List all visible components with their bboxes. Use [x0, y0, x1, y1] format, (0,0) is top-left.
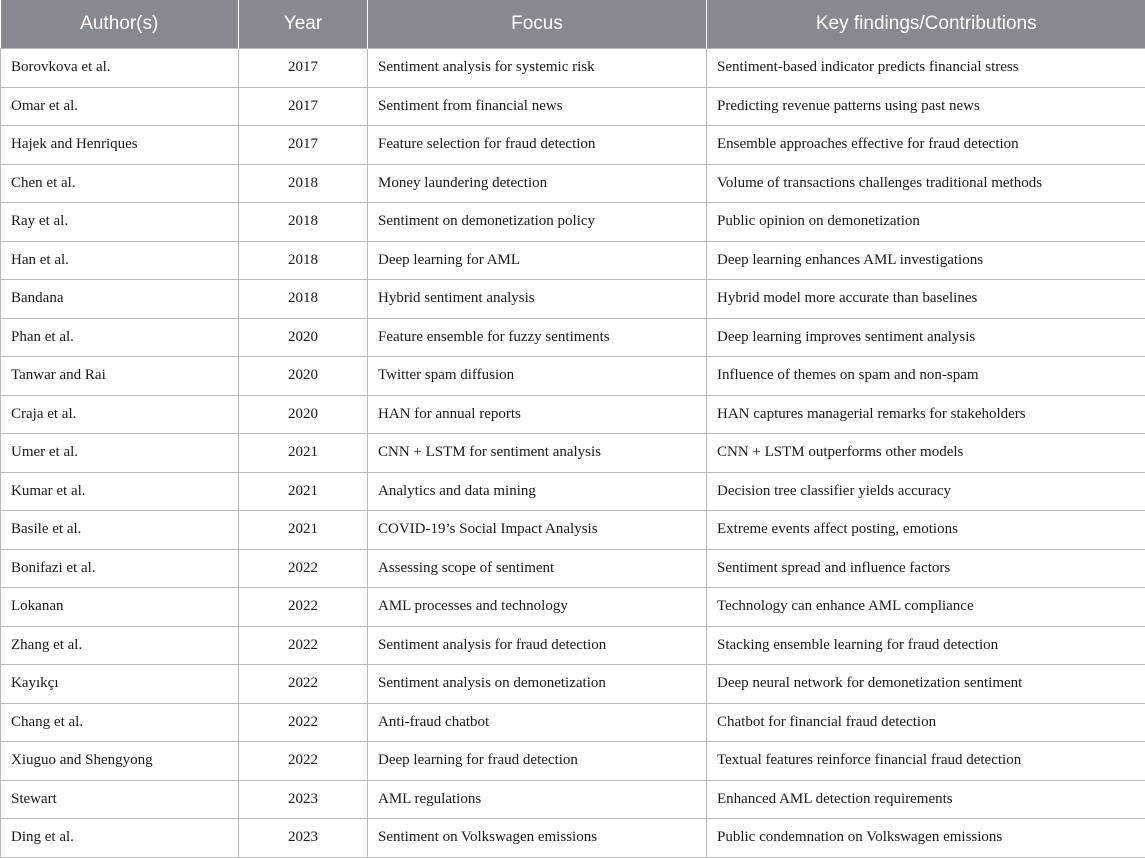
finding-cell: Predicting revenue patterns using past news — [707, 87, 1145, 126]
focus-cell: Deep learning for AML — [368, 241, 707, 280]
year-cell: 2018 — [239, 280, 368, 319]
author-cell: Omar et al. — [1, 87, 239, 126]
table-row — [1, 203, 1145, 242]
year-cell: 2017 — [239, 126, 368, 165]
author-cell: Han et al. — [1, 241, 239, 280]
table-row — [1, 357, 1145, 396]
table-row — [1, 780, 1145, 819]
year-cell: 2017 — [239, 87, 368, 126]
year-cell: 2020 — [239, 318, 368, 357]
author-cell: Borovkova et al. — [1, 49, 239, 88]
finding-cell: Sentiment spread and influence factors — [707, 549, 1145, 588]
finding-cell: Chatbot for financial fraud detection — [707, 703, 1145, 742]
table-row — [1, 511, 1145, 550]
author-cell: Lokanan — [1, 588, 239, 627]
table-row — [1, 742, 1145, 781]
focus-cell: Hybrid sentiment analysis — [368, 280, 707, 319]
year-cell: 2022 — [239, 549, 368, 588]
table-row — [1, 318, 1145, 357]
focus-cell: CNN + LSTM for sentiment analysis — [368, 434, 707, 473]
author-cell: Phan et al. — [1, 318, 239, 357]
finding-cell: Extreme events affect posting, emotions — [707, 511, 1145, 550]
author-cell: Zhang et al. — [1, 626, 239, 665]
table-row — [1, 819, 1145, 858]
focus-cell: Sentiment analysis for systemic risk — [368, 49, 707, 88]
year-cell: 2022 — [239, 703, 368, 742]
table-row — [1, 395, 1145, 434]
author-cell: Ding et al. — [1, 819, 239, 858]
table-header — [1, 0, 1145, 49]
finding-cell: Deep learning enhances AML investigations — [707, 241, 1145, 280]
focus-cell: Feature selection for fraud detection — [368, 126, 707, 165]
focus-cell: Twitter spam diffusion — [368, 357, 707, 396]
author-cell: Bonifazi et al. — [1, 549, 239, 588]
finding-cell: Enhanced AML detection requirements — [707, 780, 1145, 819]
year-cell: 2018 — [239, 241, 368, 280]
finding-cell: HAN captures managerial remarks for stakeholders — [707, 395, 1145, 434]
header-key-findings: Key findings/Contributions — [707, 0, 1145, 49]
author-cell: Chang et al. — [1, 703, 239, 742]
focus-cell: Sentiment analysis on demonetization — [368, 665, 707, 704]
year-cell: 2017 — [239, 49, 368, 88]
author-cell: Tanwar and Rai — [1, 357, 239, 396]
year-cell: 2022 — [239, 588, 368, 627]
table-row — [1, 280, 1145, 319]
year-cell: 2022 — [239, 626, 368, 665]
table-row — [1, 434, 1145, 473]
table-row — [1, 87, 1145, 126]
finding-cell: Deep learning improves sentiment analysis — [707, 318, 1145, 357]
focus-cell: Analytics and data mining — [368, 472, 707, 511]
header-focus: Focus — [368, 0, 707, 49]
focus-cell: Assessing scope of sentiment — [368, 549, 707, 588]
focus-cell: Feature ensemble for fuzzy sentiments — [368, 318, 707, 357]
year-cell: 2022 — [239, 742, 368, 781]
finding-cell: Volume of transactions challenges traditional methods — [707, 164, 1145, 203]
finding-cell: Stacking ensemble learning for fraud detection — [707, 626, 1145, 665]
finding-cell: Public condemnation on Volkswagen emissions — [707, 819, 1145, 858]
year-cell: 2022 — [239, 665, 368, 704]
year-cell: 2018 — [239, 164, 368, 203]
author-cell: Ray et al. — [1, 203, 239, 242]
table-row — [1, 626, 1145, 665]
focus-cell: Sentiment from financial news — [368, 87, 707, 126]
author-cell: Hajek and Henriques — [1, 126, 239, 165]
author-cell: Kayıkçı — [1, 665, 239, 704]
focus-cell: AML regulations — [368, 780, 707, 819]
author-cell: Stewart — [1, 780, 239, 819]
focus-cell: Deep learning for fraud detection — [368, 742, 707, 781]
finding-cell: Public opinion on demonetization — [707, 203, 1145, 242]
focus-cell: Sentiment on demonetization policy — [368, 203, 707, 242]
author-cell: Craja et al. — [1, 395, 239, 434]
finding-cell: Sentiment-based indicator predicts financial stress — [707, 49, 1145, 88]
table-row — [1, 241, 1145, 280]
year-cell: 2021 — [239, 472, 368, 511]
author-cell: Basile et al. — [1, 511, 239, 550]
year-cell: 2021 — [239, 511, 368, 550]
table-row — [1, 472, 1145, 511]
table-row — [1, 665, 1145, 704]
year-cell: 2020 — [239, 395, 368, 434]
focus-cell: AML processes and technology — [368, 588, 707, 627]
finding-cell: CNN + LSTM outperforms other models — [707, 434, 1145, 473]
year-cell: 2018 — [239, 203, 368, 242]
header-year: Year — [239, 0, 368, 49]
finding-cell: Hybrid model more accurate than baselines — [707, 280, 1145, 319]
focus-cell: Anti-fraud chatbot — [368, 703, 707, 742]
author-cell: Xiuguo and Shengyong — [1, 742, 239, 781]
focus-cell: HAN for annual reports — [368, 395, 707, 434]
finding-cell: Technology can enhance AML compliance — [707, 588, 1145, 627]
author-cell: Kumar et al. — [1, 472, 239, 511]
year-cell: 2021 — [239, 434, 368, 473]
header-row — [1, 0, 1145, 49]
table-row — [1, 164, 1145, 203]
finding-cell: Textual features reinforce financial fraud detection — [707, 742, 1145, 781]
table-row — [1, 549, 1145, 588]
focus-cell: COVID-19’s Social Impact Analysis — [368, 511, 707, 550]
finding-cell: Deep neural network for demonetization sentiment — [707, 665, 1145, 704]
year-cell: 2023 — [239, 780, 368, 819]
finding-cell: Ensemble approaches effective for fraud detection — [707, 126, 1145, 165]
focus-cell: Sentiment on Volkswagen emissions — [368, 819, 707, 858]
year-cell: 2023 — [239, 819, 368, 858]
author-cell: Bandana — [1, 280, 239, 319]
table-row — [1, 588, 1145, 627]
year-cell: 2020 — [239, 357, 368, 396]
focus-cell: Sentiment analysis for fraud detection — [368, 626, 707, 665]
header-author: Author(s) — [1, 0, 239, 49]
table-row — [1, 703, 1145, 742]
author-cell: Umer et al. — [1, 434, 239, 473]
table-body — [1, 49, 1145, 858]
focus-cell: Money laundering detection — [368, 164, 707, 203]
finding-cell: Decision tree classifier yields accuracy — [707, 472, 1145, 511]
finding-cell: Influence of themes on spam and non-spam — [707, 357, 1145, 396]
table-row — [1, 126, 1145, 165]
table-row — [1, 49, 1145, 88]
author-cell: Chen et al. — [1, 164, 239, 203]
